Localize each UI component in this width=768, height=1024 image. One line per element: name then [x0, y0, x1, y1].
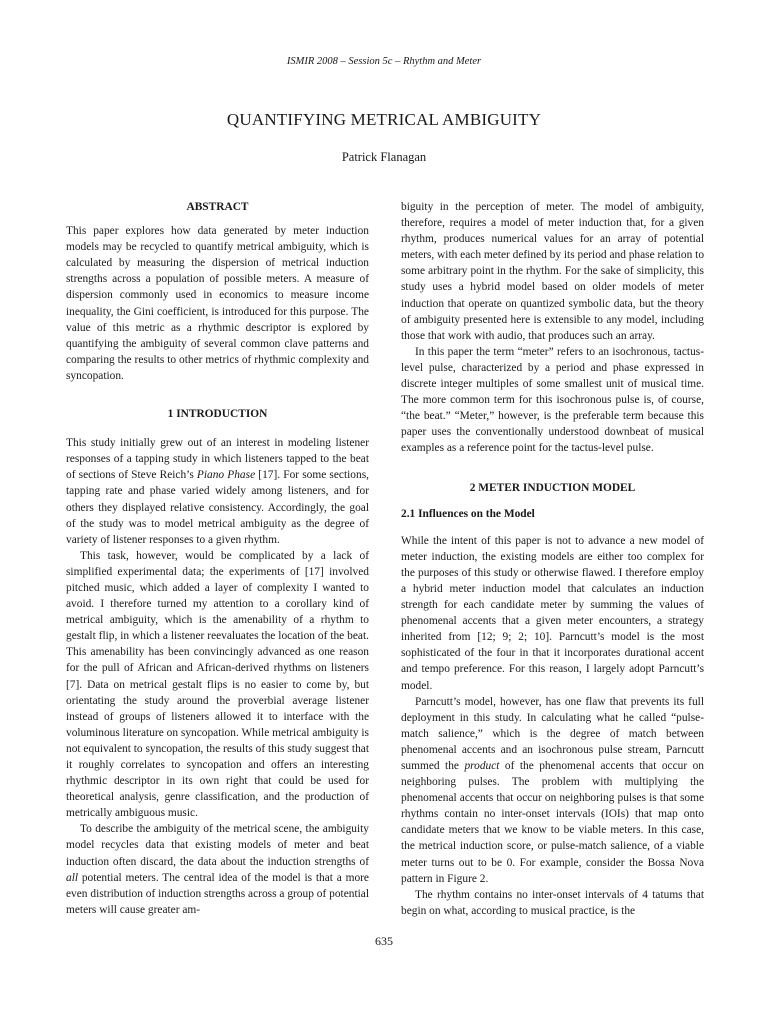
- right-paragraph-1: biguity in the perception of meter. The model of ambiguity, therefore, requires a model of meter induction that, for a given rhythm, produces numerical values for an array of potential meters, with each meter defined by its period and phase relation to some arbitrary point in the rhythm. For the sake of simplicity, this study uses a hybrid model based on older models of meter induction that operate on quantized symbolic data, but the theory of ambiguity presented here is extensible to any model, including those that work with audio, that produces such an array.: [401, 201, 705, 342]
- abstract-heading: ABSTRACT: [186, 201, 249, 213]
- intro-paragraph-3: [66, 821, 369, 918]
- left-column: [66, 199, 369, 918]
- paper-title: QUANTIFYING METRICAL AMBIGUITY: [226, 110, 542, 129]
- abstract-text: This paper explores how data generated by meter induction models may be recycled to quantify metrical ambiguity, which is calculated by measuring the dispersion of metrical induction strengths across a population of possible meters. A measure of dispersion commonly used in economics to measure income inequality, the Gini coefficient, is introduced for this purpose. The value of this metric as a rhythmic descriptor is explored by quantifying the ambiguity of several common clave patterns and comparing the results to other metrics of rhythmic complexity and syncopation.: [66, 225, 369, 382]
- model-paragraph-2: [401, 694, 704, 887]
- emphasis-all: all: [66, 871, 79, 884]
- intro-p3-part-b: potential meters. The central idea of the model is that a more even distribution of induction strengths across a group of potential meters will cause greater am-: [66, 871, 369, 916]
- introduction-heading: 1 INTRODUCTION: [167, 408, 268, 421]
- piano-phase-title: Piano Phase: [196, 469, 256, 482]
- intro-paragraph-1: [66, 435, 369, 548]
- model-p2-part-a: Parncutt’s model, however, has one flaw that prevents its full deployment in this study. In calculating what he called “pulse-match salience,” which is the degree of match between phenomenal accents and an isochronous pulse stream, Parncutt summed the: [401, 695, 704, 772]
- model-paragraph-1: While the intent of this paper is not to advance a new model of meter induction, the existing models are either too complex for the purposes of this study or otherwise flawed. I therefore employ a hybrid meter induction model that calculates an induction strength for each candidate meter by summing the values of phenomenal accents that a given meter encounters, a strategy inherited from [12; 9; 2; 10]. Parncutt’s model is the most sophisticated of the four in that it incorporates durational accent and tempo preference. For this reason, I largely adopt Parncutt’s model.: [401, 534, 704, 692]
- right-column: [401, 199, 704, 919]
- influences-subheading: 2.1 Influences on the Model: [401, 507, 535, 520]
- intro-p1-part-a: This study initially grew out of an interest in modeling listener responses of a tapping study in which listeners tapped to the beat of sections of Steve Reich’s: [66, 437, 369, 482]
- right-paragraph-2: In this paper the term “meter” refers to an isochronous, tactus-level pulse, characterized by a period and phase expressed in discrete integer multiples of some smallest unit of musical time. The more common term for this isochronous pulse is, of course, “the beat.” “Meter,” however, is the preferable term because this paper uses the conventionally understood downbeat of musical examples as a reference point for the tactus-level pulse.: [401, 345, 704, 455]
- intro-p3-part-a: To describe the ambiguity of the metrical scene, the ambiguity model recycles data that existing models of meter and beat induction often discard, the data about the induction strengths of: [66, 823, 369, 868]
- intro-paragraph-2: This task, however, would be complicated by a lack of simplified experimental data; the experiments of [17] involved pitched music, which added a layer of complexity I wanted to avoid. I therefore turned my attention to a corollary kind of metrical ambiguity, which is the amenability of a rhythm to gestalt flip, in which a listener reevaluates the location of the beat. This amenability has been convincingly advanced as one reason for the pull of African and African-derived rhythms on listeners [7]. Data on metrical gestalt flips is no easier to come by, but orientating the study around the proverbial average listener instead of groups of listeners allowed it to interface with the voluminous literature on syncopation. While metrical ambiguity is not equivalent to syncopation, the results of this study suggest that it roughly correlates to syncopation and offers an interesting rhythmic descriptor in its own right that could be used for theoretical analysis, genre classification, and the production of metrically ambiguous music.: [66, 549, 369, 820]
- model-paragraph-3: The rhythm contains no inter-onset intervals of 4 tatums that begin on what, according to musical practice, is the: [401, 888, 704, 917]
- model-p2-part-b: of the phenomenal accents that occur on neighboring pulses. The problem with multiplying the phenomenal accents that occur on neighboring pulses is that some rhythms contain no inter-onset intervals (IOIs) that map onto candidate meters that we know to be viable meters. In this case, the metrical induction score, or pulse-match salience, of a viable meter turns out to be 0. For example, consider the Bossa Nova pattern in Figure 2.: [401, 760, 704, 885]
- meter-induction-heading: 2 METER INDUCTION MODEL: [469, 481, 636, 494]
- intro-p1-part-b: [17]. For some sections, tapping rate and phase varied widely among listeners, and for others they displayed relative consistency. Accordingly, the goal of the study was to model metrical ambiguity as the degree of variety of listener responses to a given rhythm.: [66, 469, 369, 546]
- running-header: ISMIR 2008 – Session 5c – Rhythm and Meter: [286, 56, 482, 67]
- emphasis-product: product: [464, 760, 500, 772]
- author-name: Patrick Flanagan: [341, 150, 427, 164]
- page-number: 635: [375, 934, 393, 948]
